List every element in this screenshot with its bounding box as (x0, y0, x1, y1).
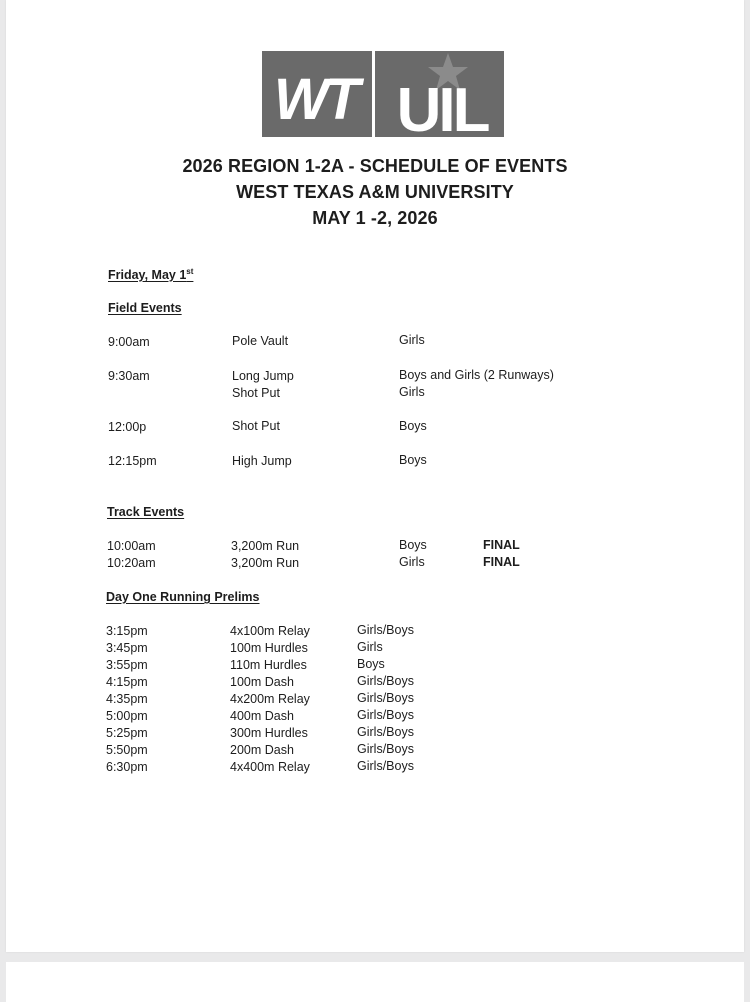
prelim-time: 5:00pm (106, 709, 148, 723)
title-line-2: WEST TEXAS A&M UNIVERSITY (236, 182, 514, 202)
prelim-event: 100m Dash (230, 675, 294, 689)
field-event: Long Jump (232, 369, 294, 383)
prelim-time: 4:35pm (106, 692, 148, 706)
field-division: Boys (399, 419, 427, 433)
track-event: 3,200m Run (231, 539, 300, 553)
prelim-time: 3:45pm (106, 641, 148, 655)
track-event: 3,200m Run (231, 556, 300, 570)
prelim-division: Girls/Boys (357, 759, 414, 773)
prelim-time: 3:15pm (106, 624, 148, 638)
field-time: 9:30am (108, 369, 150, 383)
prelim-event: 400m Dash (230, 709, 294, 723)
field-time: 9:00am (108, 335, 150, 349)
prelim-event: 4x400m Relay (230, 760, 310, 774)
field-event: Shot Put (232, 386, 280, 400)
field-event: Pole Vault (232, 334, 289, 348)
field-event: Shot Put (232, 419, 280, 433)
prelim-event: 4x200m Relay (230, 692, 310, 706)
track-time: 10:00am (107, 539, 156, 553)
field-time: 12:15pm (108, 454, 157, 468)
prelim-time: 4:15pm (106, 675, 148, 689)
prelim-time: 5:25pm (106, 726, 148, 740)
prelims-heading: Day One Running Prelims (106, 590, 260, 604)
wt-uil-logo (262, 51, 504, 137)
field-division: Girls (399, 385, 425, 399)
prelim-division: Girls/Boys (357, 691, 414, 705)
prelim-event: 300m Hurdles (230, 726, 308, 740)
track-division: Boys (399, 538, 427, 552)
prelim-division: Girls (357, 640, 383, 654)
prelim-division: Girls/Boys (357, 674, 414, 688)
track-events-heading: Track Events (107, 505, 185, 519)
field-division: Boys and Girls (2 Runways) (399, 368, 554, 382)
field-division: Girls (399, 333, 425, 347)
track-division: Girls (399, 555, 425, 569)
final-label: FINAL (483, 555, 520, 569)
prelim-time: 6:30pm (106, 760, 148, 774)
prelim-division: Boys (357, 657, 385, 671)
field-division: Boys (399, 453, 427, 467)
final-label: FINAL (483, 538, 520, 552)
prelim-event: 110m Hurdles (230, 658, 307, 672)
day-heading: Friday, May 1st (108, 267, 194, 283)
title-line-1: 2026 REGION 1-2A - SCHEDULE OF EVENTS (182, 156, 568, 176)
prelim-time: 3:55pm (106, 658, 148, 672)
prelim-event: 4x100m Relay (230, 624, 310, 638)
prelim-event: 200m Dash (230, 743, 294, 757)
next-page (6, 962, 744, 1002)
title-line-3: MAY 1 -2, 2026 (312, 208, 438, 228)
logo-uil-text: UIL (396, 76, 488, 137)
prelim-time: 5:50pm (106, 743, 148, 757)
schedule-page (6, 0, 744, 952)
field-time: 12:00p (108, 420, 147, 434)
prelim-division: Girls/Boys (357, 708, 414, 722)
field-events-heading: Field Events (108, 301, 182, 315)
prelim-division: Girls/Boys (357, 742, 414, 756)
field-event: High Jump (232, 454, 292, 468)
prelim-division: Girls/Boys (357, 725, 414, 739)
logo-wt-text: WT (273, 67, 357, 132)
track-time: 10:20am (107, 556, 156, 570)
prelim-event: 100m Hurdles (230, 641, 308, 655)
prelim-division: Girls/Boys (357, 623, 414, 637)
